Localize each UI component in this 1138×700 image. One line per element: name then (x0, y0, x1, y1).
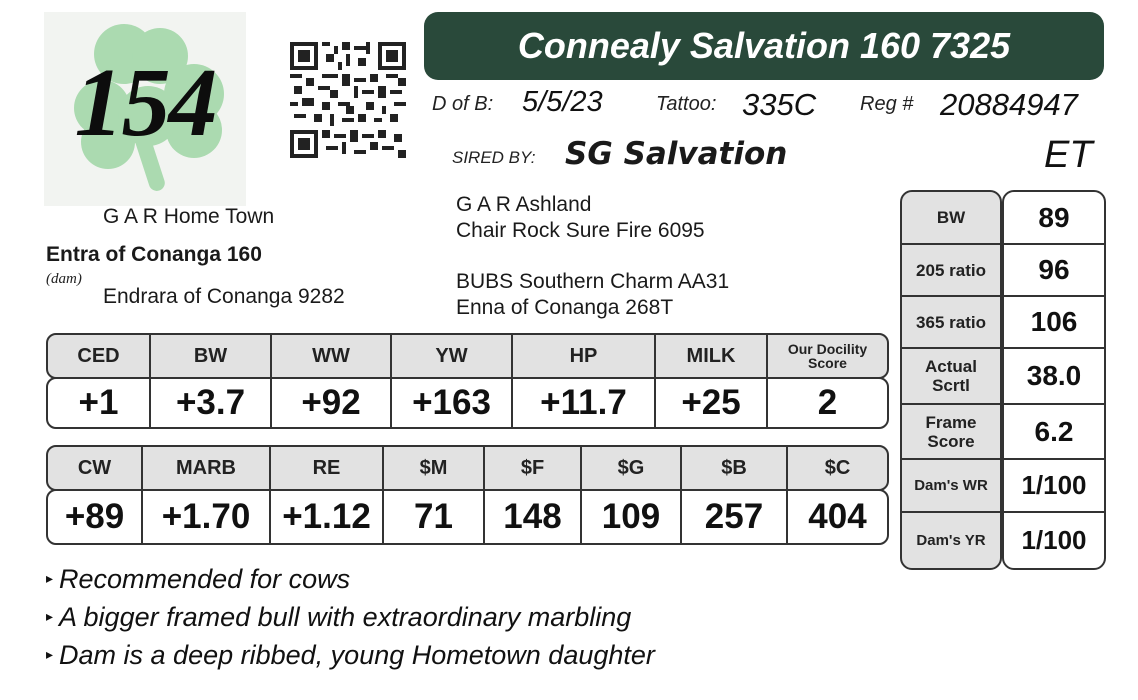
stat-value-actual-scrtl: 38.0 (1004, 349, 1104, 405)
stat-label-365-ratio: 365 ratio (902, 297, 1000, 349)
epd-header-row (46, 445, 889, 491)
note-item (46, 564, 350, 595)
pedigree-sire-dam-sire: BUBS Southern Charm AA31 (456, 270, 730, 293)
stat-label-205-ratio: 205 ratio (902, 245, 1000, 297)
pedigree-sire-sire: G A R Ashland (456, 193, 592, 216)
stat-label-actual-scrtl (902, 349, 1000, 405)
qr-code-icon[interactable] (290, 42, 406, 158)
epd-header-cw: CW (48, 447, 143, 489)
stat-value-205-ratio: 96 (1004, 245, 1104, 297)
stats-value-column (1002, 190, 1106, 570)
pedigree-dam-sire: G A R Home Town (103, 205, 275, 228)
lot-badge (44, 12, 246, 206)
stat-value-365-ratio: 106 (1004, 297, 1104, 349)
note-text: Recommended for cows (59, 564, 351, 594)
note-item (46, 602, 631, 633)
epd-header-docility (768, 335, 887, 377)
bullet-triangle-icon: ▸ (46, 608, 54, 625)
epd-value-ww: +92 (272, 379, 392, 427)
stat-value-bw: 89 (1004, 192, 1104, 245)
epd-value-row (46, 489, 889, 545)
epd-value-g: 109 (582, 491, 682, 543)
stat-value-dams-wr: 1/100 (1004, 460, 1104, 513)
reg-value: 20884947 (940, 87, 1078, 122)
epd-header-hp: HP (513, 335, 656, 377)
epd-table-growth (46, 333, 889, 429)
epd-header-row (46, 333, 889, 379)
tattoo-label: Tattoo: (656, 93, 717, 115)
dob-label: D of B: (432, 93, 494, 115)
stat-value-dams-yr: 1/100 (1021, 525, 1087, 555)
bullet-triangle-icon: ▸ (46, 646, 54, 663)
epd-value-ced: +1 (48, 379, 151, 427)
et-badge: ET (1044, 134, 1093, 176)
epd-header-marb: MARB (143, 447, 271, 489)
epd-value-m: 71 (384, 491, 485, 543)
epd-header-f: $F (485, 447, 582, 489)
sired-by-label: SIRED BY: (452, 148, 536, 167)
epd-header-b: $B (682, 447, 788, 489)
note-text: A bigger framed bull with extraordinary marbling (59, 602, 632, 632)
epd-header-c: $C (824, 456, 851, 479)
dam-label: (dam) (46, 271, 82, 287)
pedigree-sire-dam-dam: Enna of Conanga 268T (456, 296, 674, 319)
pedigree-sire-dam: Chair Rock Sure Fire 6095 (456, 219, 705, 242)
epd-value-re: +1.12 (271, 491, 384, 543)
stat-value-frame-score: 6.2 (1004, 405, 1104, 460)
note-text: Dam is a deep ribbed, young Hometown daughter (59, 640, 655, 670)
epd-value-cw: +89 (48, 491, 143, 543)
docility-header-line1: Our Docility (787, 341, 868, 357)
epd-value-f: 148 (485, 491, 582, 543)
epd-header-re: RE (271, 447, 384, 489)
epd-value-bw: +3.7 (151, 379, 272, 427)
pedigree-dam: Entra of Conanga 160 (46, 243, 262, 266)
stat-label-actual-line2: Scrtl (932, 376, 970, 395)
bullet-triangle-icon: ▸ (46, 570, 54, 587)
epd-value-b: 257 (682, 491, 788, 543)
epd-value-row (46, 377, 889, 429)
stats-label-column (900, 190, 1002, 570)
stat-label-dams-yr: Dam's YR (916, 532, 986, 549)
sire-name: SG Salvation (565, 136, 788, 172)
stat-label-actual-line1: Actual (925, 357, 977, 376)
stat-label-bw: BW (902, 192, 1000, 245)
note-item (46, 640, 655, 671)
epd-header-g: $G (582, 447, 682, 489)
epd-header-yw: YW (392, 335, 513, 377)
stat-label-dams-wr: Dam's WR (902, 460, 1000, 513)
epd-value-c: 404 (808, 497, 867, 536)
docility-header-line2: Score (808, 355, 847, 371)
epd-value-hp: +11.7 (513, 379, 656, 427)
stat-label-frame-score (902, 405, 1000, 460)
epd-header-m: $M (384, 447, 485, 489)
epd-header-milk: MILK (656, 335, 768, 377)
epd-value-marb: +1.70 (143, 491, 271, 543)
reg-label: Reg # (860, 93, 914, 115)
epd-header-ww: WW (272, 335, 392, 377)
epd-value-yw: +163 (392, 379, 513, 427)
lot-number: 154 (74, 49, 216, 157)
stat-label-frame-line1: Frame (925, 412, 977, 432)
tattoo-value: 335C (742, 87, 817, 122)
dob-value: 5/5/23 (522, 86, 603, 118)
stat-label-frame-line2: Score (927, 431, 975, 451)
animal-name-title: Connealy Salvation 160 7325 (424, 12, 1104, 80)
pedigree-dam-dam: Endrara of Conanga 9282 (103, 285, 345, 308)
epd-value-docility: 2 (817, 383, 838, 422)
epd-header-bw: BW (151, 335, 272, 377)
epd-table-carcass (46, 445, 889, 545)
epd-header-ced: CED (48, 335, 151, 377)
epd-value-milk: +25 (656, 379, 768, 427)
